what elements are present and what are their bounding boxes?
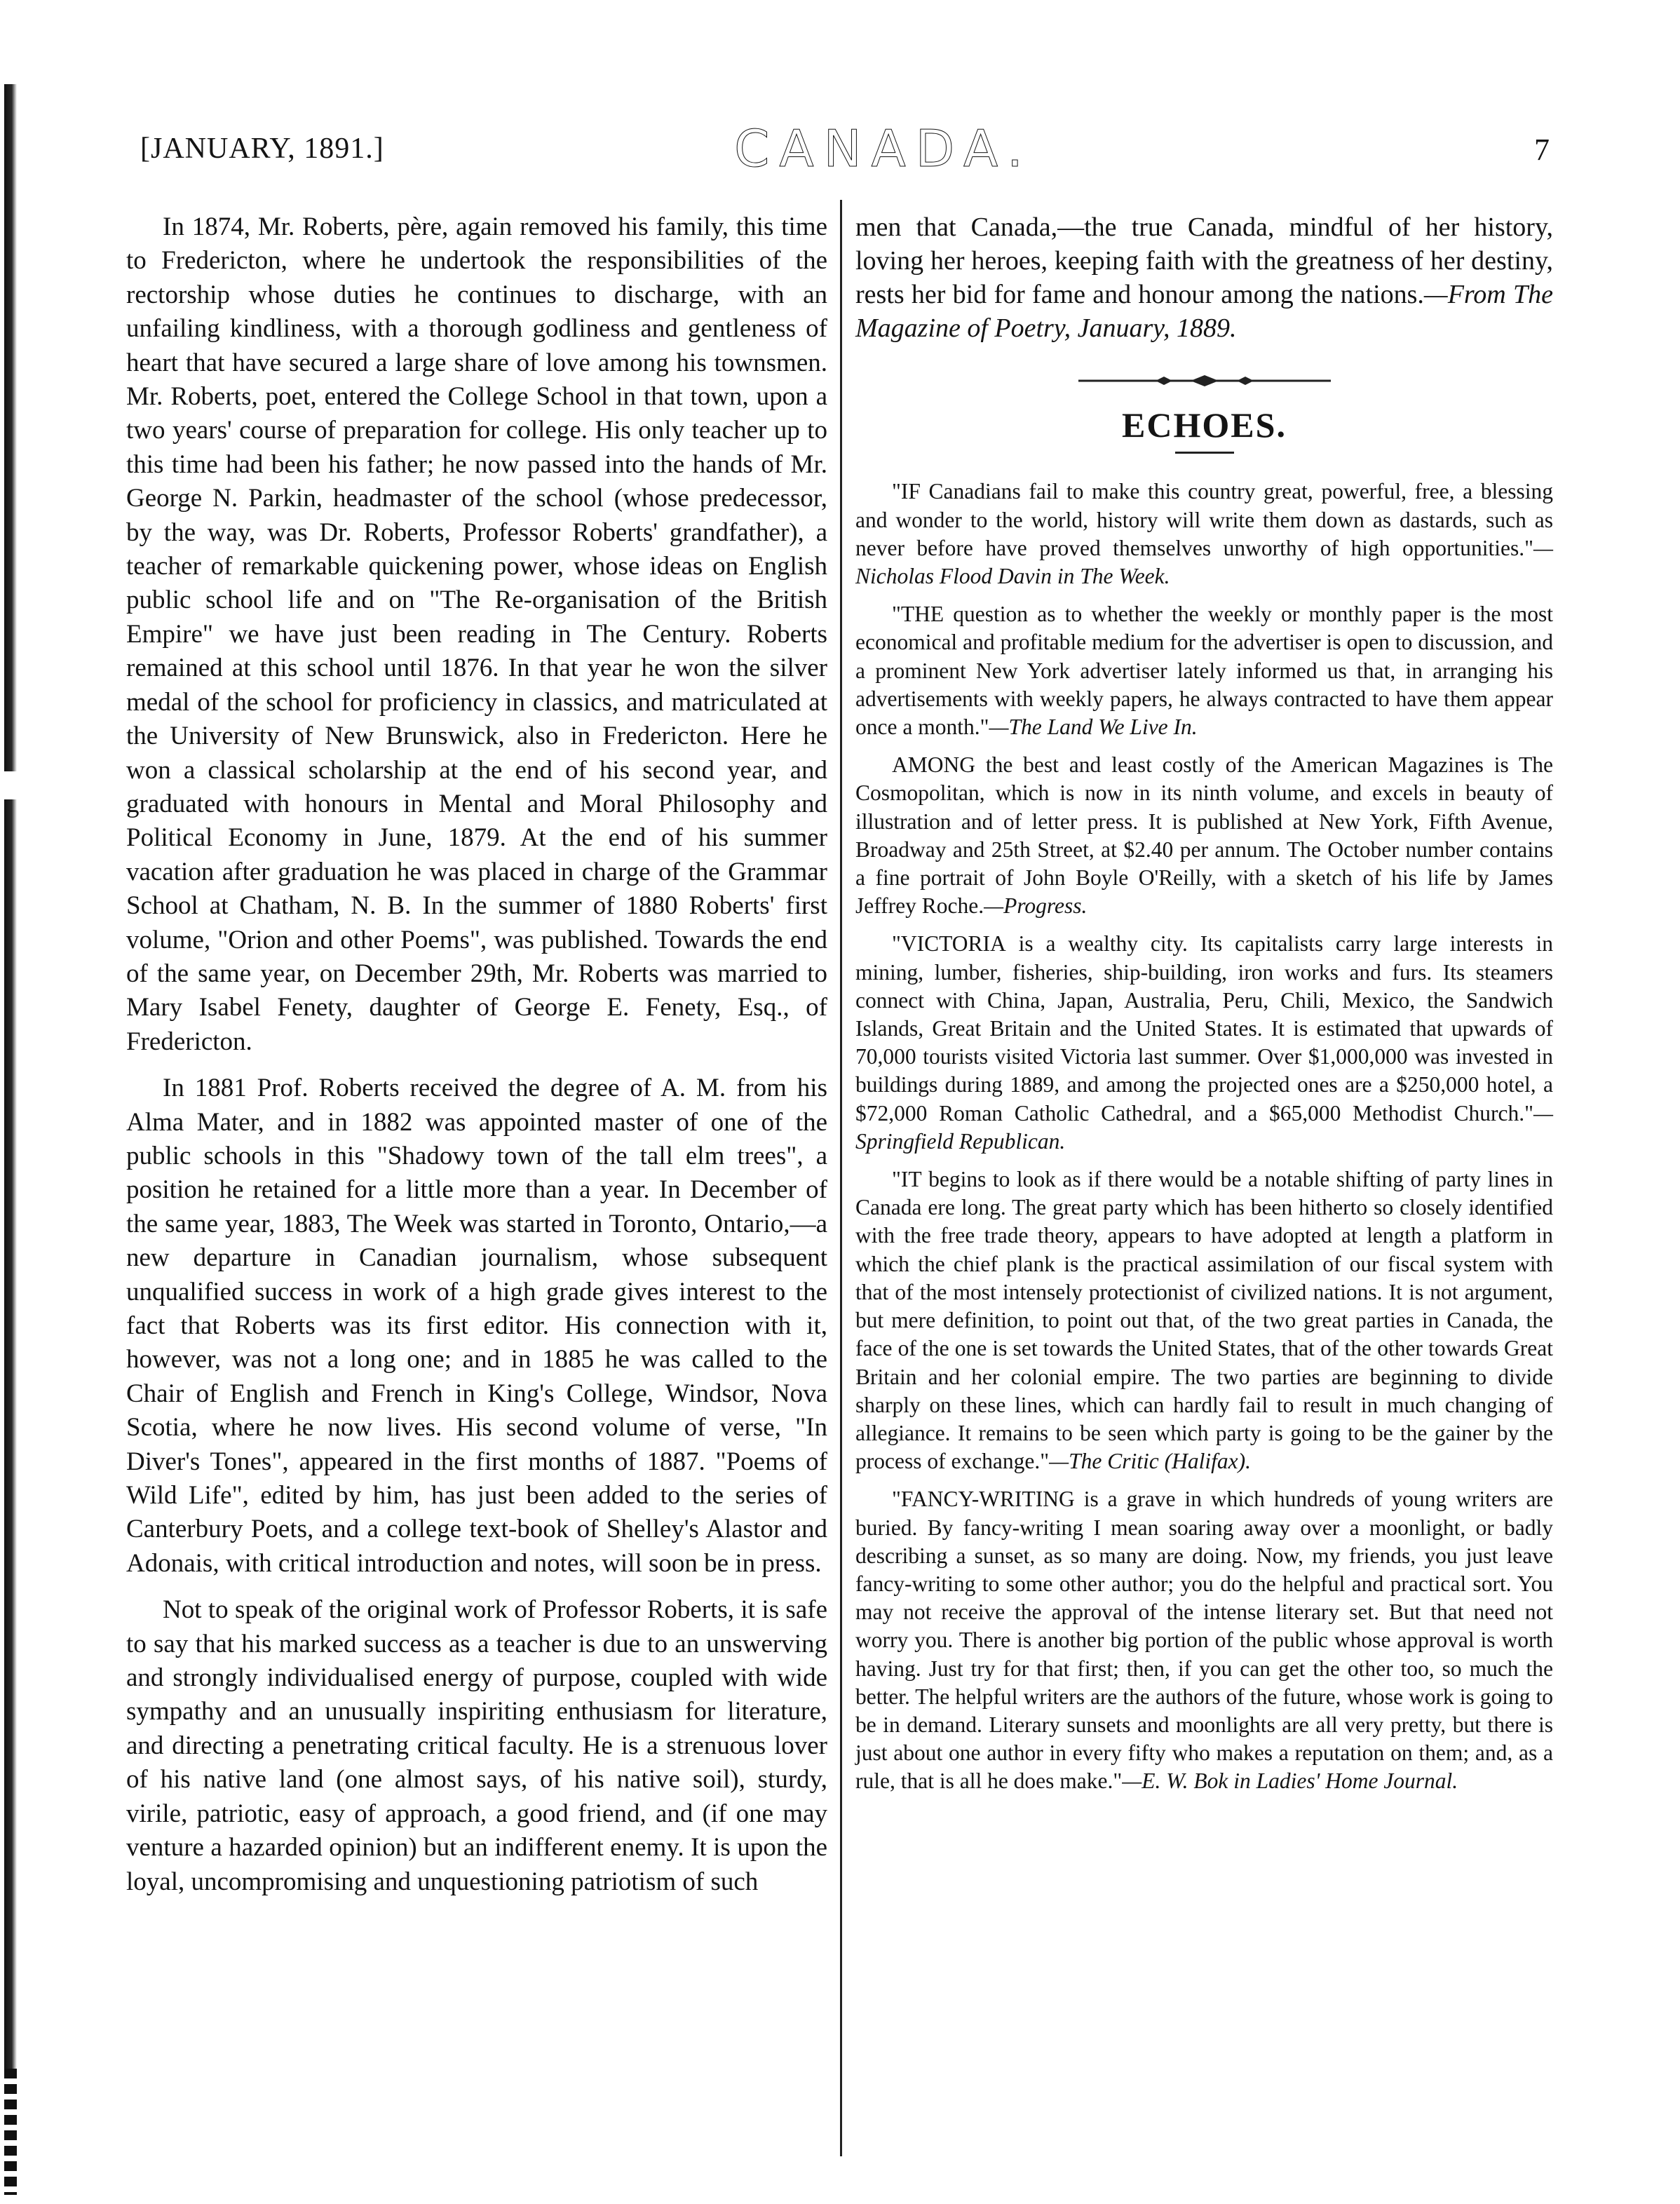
article-paragraph: In 1874, Mr. Roberts, père, again removed his family, this time to Fredericton, where he undertook the responsibilities of the rectorship whose duties he continues to discharge, with an unfailing kindliness, with a thorough godliness and gentleness of heart that have secured a large share of love among his townsmen. Mr. Roberts, poet, entered the College School in that town, upon a two years' course of preparation for college. His only teacher up to this time had been his father; he now passed into the hands of Mr. George N. Parkin, headmaster of the school (whose predecessor, by the way, was Dr. Roberts, Professor Roberts' grandfather), a teacher of remarkable quickening power, whose ideas on English public school life and on "The Re-organisation of the British Empire" we have just been reading in The Century. Roberts remained at this school until 1876. In that year he won the silver medal of the school for proficiency in classics, and matriculated at the University of New Brunswick, also in Fredericton. Here he won a classical scholarship at the end of his second year, and graduated with honours in Mental and Moral Philosophy and Political Economy in June, 1879. At the end of his summer vacation after graduation he was placed in charge of the Grammar School at Chatham, N. B. In the summer of 1880 Roberts' first volume, "Orion and other Poems", was published. Towards the end of the same year, on December 29th, Mr. Roberts was married to Mary Isabel Fenety, daughter of George E. Fenety, Esq., of Fredericton.	[126, 212, 827, 1056]
column-divider	[840, 200, 842, 2156]
magazine-title: CANADA.	[734, 119, 1033, 178]
echo-item	[855, 751, 1553, 920]
echo-source: —The Critic (Halifax).	[1049, 1449, 1251, 1474]
echo-text: Canadians fail to make this country great, powerful, free, a blessing and wonder to the world, history will write them down as dastards, such as never before have proved themselves unworthy of high opportunities."	[855, 479, 1553, 560]
title-underline	[1175, 452, 1234, 454]
issue-date: [JANUARY, 1891.]	[140, 133, 384, 165]
article-continuation	[855, 210, 1553, 345]
continuation-source: —From The Magazine of Poetry, January, 1889.	[855, 280, 1553, 343]
echo-item	[855, 1165, 1553, 1475]
binding-edge-tear	[4, 2069, 17, 2195]
running-header	[140, 119, 1550, 182]
article-paragraph: In 1881 Prof. Roberts received the degree of A. M. from his Alma Mater, and in 1882 was appointed master of one of the public schools in this "Shadowy town of the tall elm trees", a position he retained for a little more than a year. In December of the same year, 1883, The Week was started in Toronto, Ontario,—a new departure in Canadian journalism, whose subsequent unqualified success in work of a high grade gives interest to the fact that Roberts was its first editor. His connection with it, however, was not a long one; and in 1885 he was called to the Chair of English and French in King's College, Windsor, Nova Scotia, where he now lives. His second volume of verse, "In Diver's Tones", appeared in the first months of 1887. "Poems of Wild Life", edited by him, has just been added to the series of Canterbury Poets, and a college text-book of Shelley's Alastor and Adonais, with critical introduction and notes, will soon be in press.	[126, 1074, 827, 1578]
left-column	[126, 210, 827, 1912]
echo-lead: "VICTORIA	[892, 931, 1006, 956]
continuation-text: men that Canada,—the true Canada, mindful of her history, loving her heroes, keeping faith with the greatness of her destiny, rests her bid for fame and honour among the nations.	[855, 212, 1553, 309]
echo-text: is a wealthy city. Its capitalists carry large interests in mining, lumber, fisheries, ship-building, iron works and furs. Its steamers connect with China, Japan, Australia, Peru, Chili, Mexico, the Sandwich Islands, Great Britain and the United States. It is estimated that upwards of 70,000 tourists visited Victoria last summer. Over $1,000,000 was invested in buildings during 1889, and among the projected ones are a $250,000 hotel, a $72,000 Roman Catholic Cathedral, and a $65,000 Methodist Church."	[855, 931, 1553, 1125]
echo-item	[855, 478, 1553, 590]
echo-text: begins to look as if there would be a notable shifting of party lines in Canada ere long. The great party which has been hitherto so closely identified with the free trade theory, appears to have adopted at length a platform in which the chief plank is the practical assimilation of our fiscal system with that of the most intensely protectionist of civilized nations. It is not argument, but mere definition, to point out that, of the two great parties in Canada, the face of the one is set towards the United States, that of the other towards Great Britain and her colonial empire. The two parties are beginning to divide sharply on these lines, which can hardly fail to result in much changing of allegiance. It remains to be seen which party is going to be the gainer by the process of exchange."	[855, 1167, 1553, 1474]
article-paragraph: Not to speak of the original work of Professor Roberts, it is safe to say that his marked success as a teacher is due to an unswerving and strongly individualised energy of purpose, coupled with wide sympathy and an unusually inspiriting enthusiasm for literature, and directing a penetrating critical faculty. He is a strenuous lover of his native land (one almost says, of his native soil), sturdy, virile, patriotic, easy of approach, a good friend, and (if one may venture a hazarded opinion) but an indifferent enemy. It is upon the loyal, uncompromising and unquestioning patriotism of such	[126, 1595, 827, 1896]
echo-lead: "IF	[892, 479, 921, 504]
echo-item	[855, 1485, 1553, 1795]
echo-source: —Springfield Republican.	[855, 1100, 1553, 1154]
echo-source: —Progress.	[984, 893, 1088, 919]
echo-text: question as to whether the weekly or monthly paper is the most economical and profitable medium for the advertiser is open to discussion, and a prominent New York advertiser lately informed us that, in arranging his advertisements with weekly papers, he always contracted to have them appear once a month."	[855, 602, 1553, 740]
echo-lead: AMONG	[892, 752, 976, 778]
echo-text: the best and least costly of the American Magazines is The Cosmopolitan, which is now in its ninth volume, and excels in beauty of illustration and of letter press. It is published at New York, Fifth Avenue, Broadway and 25th Street, at $2.40 per annum. The October number contains a fine portrait of John Boyle O'Reilly, with a sketch of his life by James Jeffrey Roche.	[855, 752, 1553, 919]
echo-source: —Nicholas Flood Davin in The Week.	[855, 535, 1553, 589]
ornamental-rule-icon	[1078, 373, 1331, 388]
page-binding-edge	[4, 84, 17, 2195]
echo-source: —E. W. Bok in Ladies' Home Journal.	[1122, 1769, 1458, 1794]
echo-text: is a grave in which hundreds of young writers are buried. By fancy-writing I mean soaring away over a moonlight, or badly describing a sunset, as so many are doing. Now, my friends, you just leave fancy-writing to some other author; you do the helpful and practical sort. You may not receive the approval of the intense literary set. But that need not worry you. There is another big portion of the public whose approval is worth having. Just try for that first; then, if you can get the other too, so much the better. The helpful writers are the authors of the future, whose work is going to be in demand. Literary sunsets and moonlights are all very pretty, but there is just about one author in every fifty who makes a reputation on them; and, as a rule, that is all he does make."	[855, 1487, 1553, 1794]
page-number: 7	[1534, 133, 1550, 167]
binding-edge-gap	[4, 771, 17, 799]
echo-lead: "IT	[892, 1167, 922, 1192]
echo-source: —The Land We Live In.	[989, 715, 1198, 740]
echo-item	[855, 930, 1553, 1156]
echo-item	[855, 600, 1553, 741]
section-title: ECHOES.	[1122, 405, 1287, 445]
echo-lead: "FANCY-WRITING	[892, 1487, 1075, 1512]
right-column	[855, 210, 1553, 1806]
echo-lead: "THE	[892, 602, 944, 627]
